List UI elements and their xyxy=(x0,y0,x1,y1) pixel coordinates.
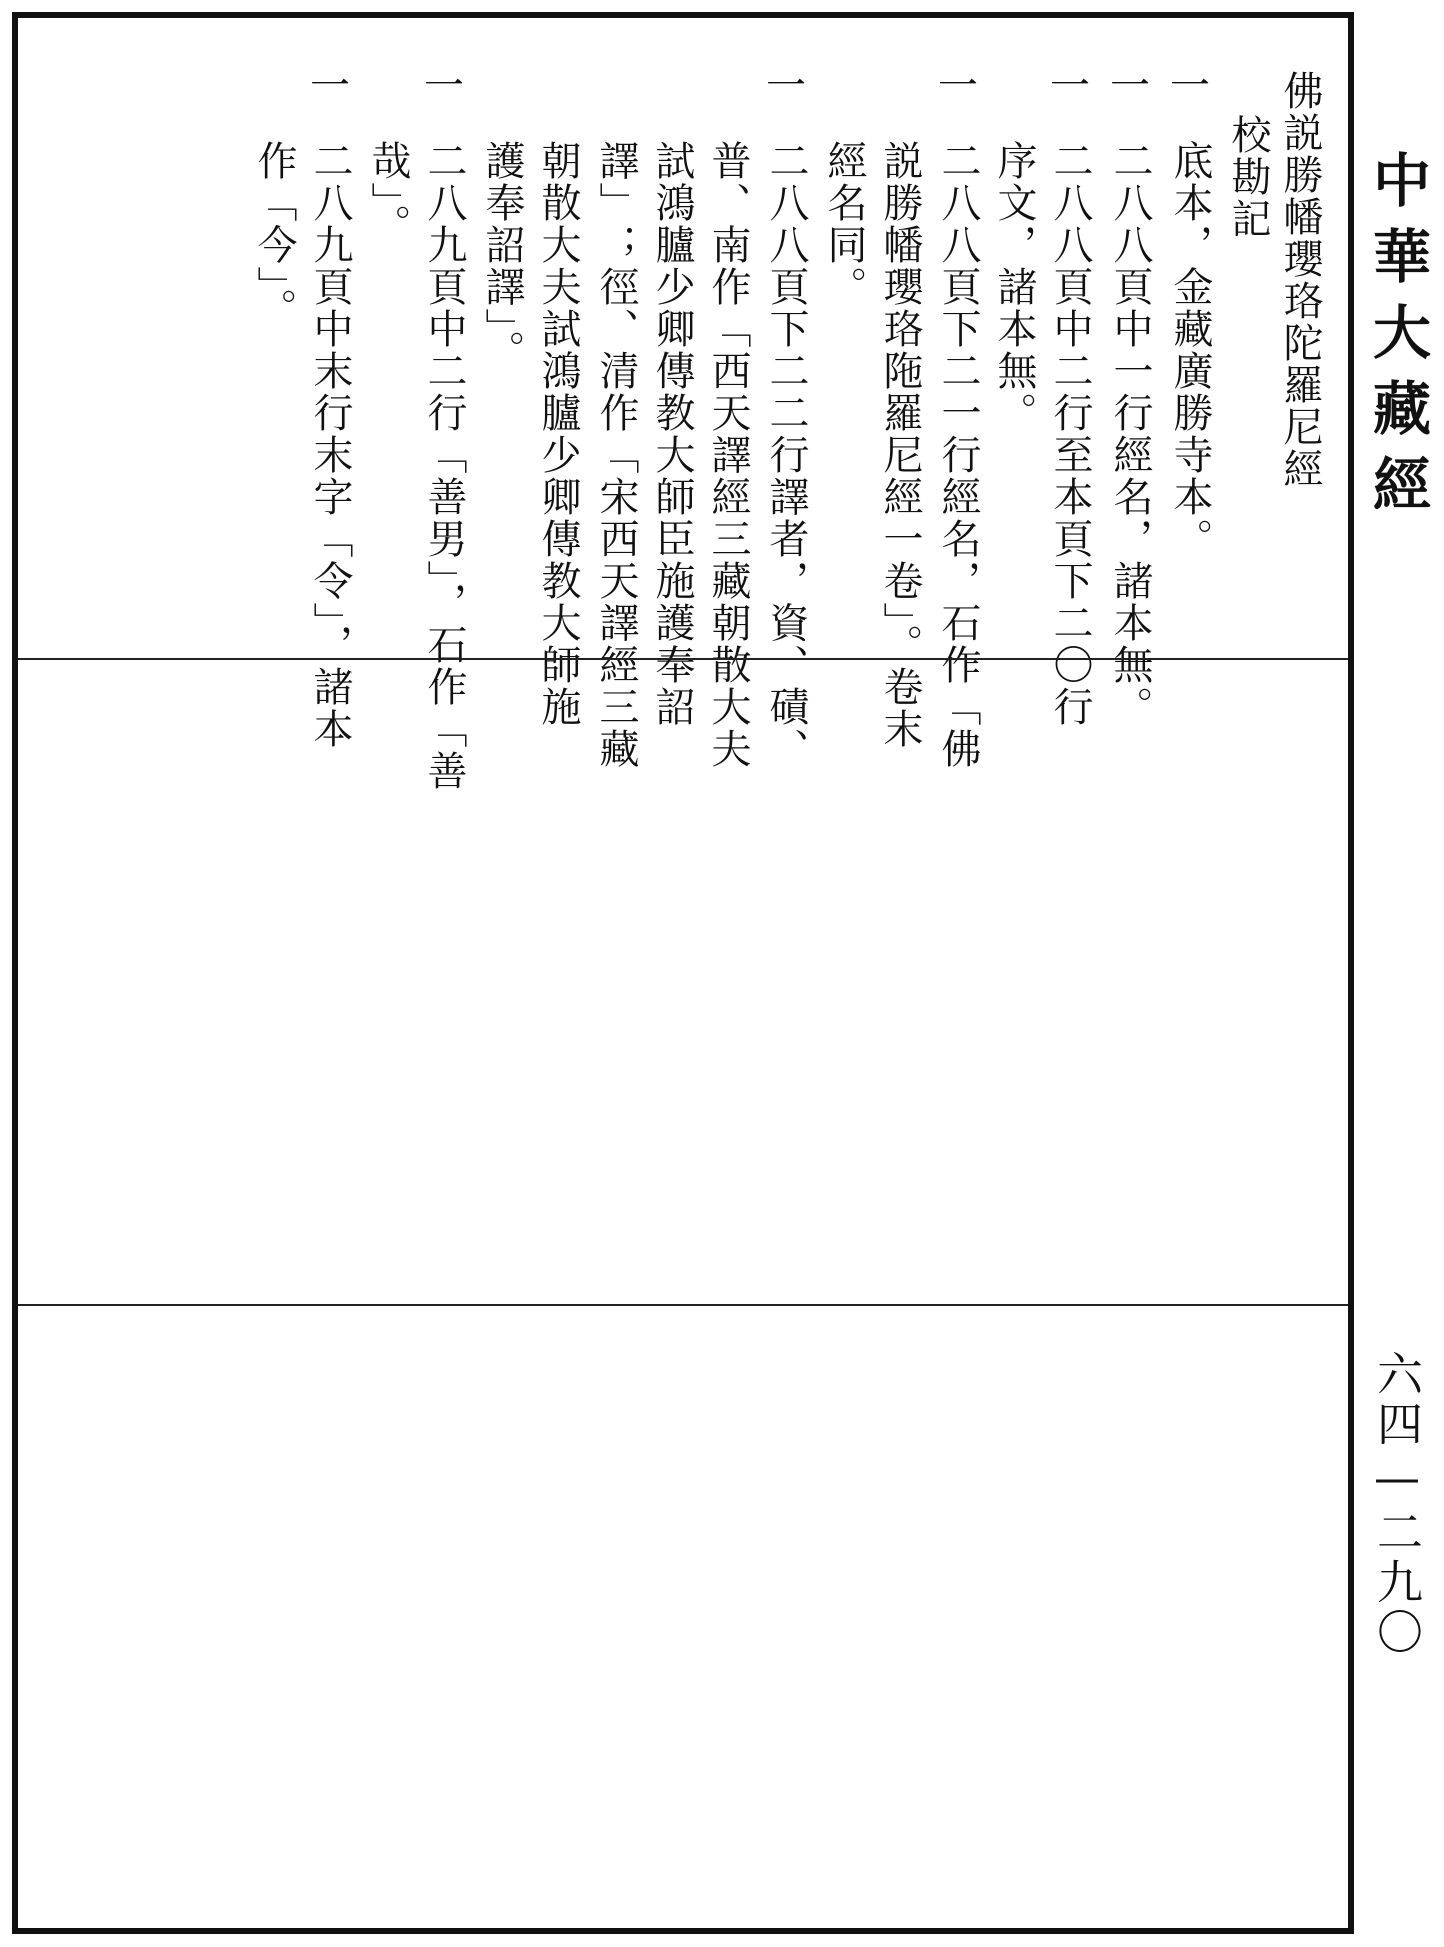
entry-line: 底本，金藏廣勝寺本。 xyxy=(1167,140,1213,560)
entry-marker: 一 xyxy=(938,63,978,109)
entry-line: 二八八頁下二二行譯者，資、磧、 xyxy=(763,140,809,770)
entry-line: 序文，諸本無。 xyxy=(991,140,1037,434)
page-frame xyxy=(12,12,1354,1934)
panel-divider xyxy=(18,1304,1348,1306)
entry-line: 二八九頁中二行「善男」，石作「善 xyxy=(421,140,467,792)
entry-line: 哉」。 xyxy=(365,140,411,246)
entry-marker: 一 xyxy=(1170,63,1210,109)
collation-notes xyxy=(18,18,1348,792)
entry-line: 二八九頁中末行末字「令」，諸本 xyxy=(307,140,353,750)
entry-marker: 一 xyxy=(766,63,806,109)
entry-line: 普、南作「西天譯經三藏朝散大夫 xyxy=(705,140,751,770)
entry-line: 經名同。 xyxy=(821,140,867,308)
collection-title: 中華大藏經 xyxy=(1363,150,1431,530)
heading: 校勘記 xyxy=(1225,114,1271,240)
entry-line: 試鴻臚少卿傳教大師臣施護奉詔 xyxy=(649,140,695,728)
entry-line: 説勝幡瓔珞陁羅尼經一卷」。卷末 xyxy=(877,140,923,750)
entry-line: 作「今」。 xyxy=(251,140,297,330)
entry-line: 二八八頁中一行經名，諸本無。 xyxy=(1107,140,1153,728)
entry-line: 護奉詔譯」。 xyxy=(479,140,525,372)
entry-marker: 一 xyxy=(424,63,464,109)
entry-line: 二八八頁中二行至本頁下二〇行 xyxy=(1047,140,1093,728)
entry-line: 二八八頁下二一行經名，石作「佛 xyxy=(935,140,981,770)
panel-divider xyxy=(18,658,1348,660)
entry-marker: 一 xyxy=(310,63,350,109)
entry-line: 譯」；徑、清作「宋西天譯經三藏 xyxy=(593,140,639,770)
page-number: 六四—二九〇 xyxy=(1370,1350,1424,1658)
sutra-title: 佛説勝幡瓔珞陀羅尼經 xyxy=(1277,70,1323,490)
entry-line: 朝散大夫試鴻臚少卿傳教大師施 xyxy=(535,140,581,728)
entry-marker: 一 xyxy=(1110,63,1150,109)
entry-marker: 一 xyxy=(1050,63,1090,109)
